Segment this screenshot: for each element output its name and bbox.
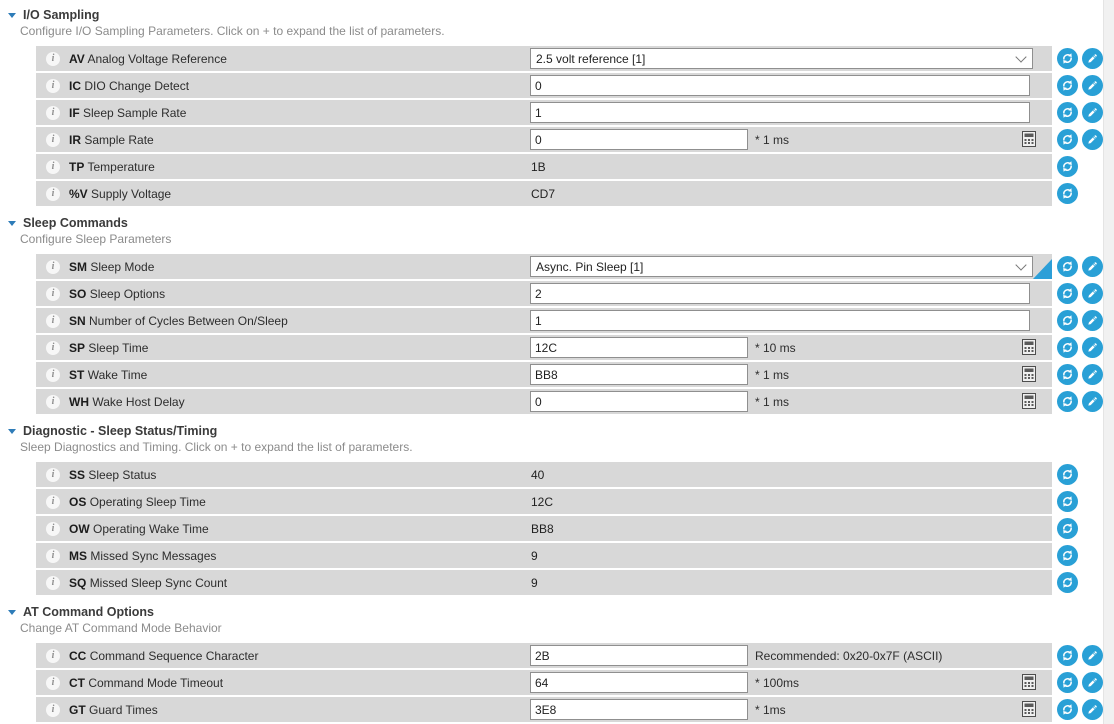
info-icon[interactable]: i xyxy=(46,495,60,509)
vertical-scrollbar[interactable] xyxy=(1103,0,1114,724)
param-field-zone xyxy=(530,281,1052,306)
param-code: SS xyxy=(69,467,86,482)
read-parameter-button[interactable] xyxy=(1057,491,1078,512)
value-input[interactable] xyxy=(530,672,748,693)
param-label: Number of Cycles Between On/Sleep xyxy=(89,313,288,328)
read-parameter-button[interactable] xyxy=(1057,129,1078,150)
param-field-zone xyxy=(530,73,1052,98)
param-label-zone xyxy=(69,133,527,147)
section-sleep-commands xyxy=(0,208,1114,414)
param-row-IR xyxy=(36,127,1052,152)
readonly-value: 9 xyxy=(531,548,538,563)
read-parameter-button[interactable] xyxy=(1057,310,1078,331)
read-parameter-button[interactable] xyxy=(1057,256,1078,277)
readonly-value: 1B xyxy=(531,159,546,174)
readonly-value: 9 xyxy=(531,575,538,590)
write-parameter-button[interactable] xyxy=(1082,337,1103,358)
param-label-zone xyxy=(69,549,527,563)
read-parameter-button[interactable] xyxy=(1057,75,1078,96)
section-header[interactable] xyxy=(0,423,1114,438)
param-field-zone xyxy=(530,46,1052,71)
read-parameter-button[interactable] xyxy=(1057,572,1078,593)
value-input[interactable] xyxy=(530,283,1030,304)
param-label: Wake Time xyxy=(87,367,148,382)
write-parameter-button[interactable] xyxy=(1082,310,1103,331)
param-label: Operating Wake Time xyxy=(93,521,209,536)
calculator-icon[interactable] xyxy=(1022,393,1036,409)
param-row-MS xyxy=(36,543,1052,568)
info-icon[interactable]: i xyxy=(46,106,60,120)
write-parameter-button[interactable] xyxy=(1082,391,1103,412)
param-label: Analog Voltage Reference xyxy=(87,51,227,66)
param-label: Missed Sleep Sync Count xyxy=(89,575,228,590)
unit-label: * 1 ms xyxy=(755,367,790,382)
parameter-rows xyxy=(36,643,1052,722)
param-label: Sleep Mode xyxy=(90,259,155,274)
param-row-CT xyxy=(36,670,1052,695)
param-label-zone xyxy=(69,703,527,717)
param-code: ST xyxy=(69,367,85,382)
hint-label: Recommended: 0x20-0x7F (ASCII) xyxy=(755,648,943,663)
param-field-zone xyxy=(530,697,1052,722)
info-icon[interactable]: i xyxy=(46,676,60,690)
param-row-IC xyxy=(36,73,1052,98)
param-label-zone xyxy=(69,576,527,590)
section-diagnostic-sleep-status-timing xyxy=(0,416,1114,595)
chevron-down-icon xyxy=(1015,51,1026,62)
unit-label: * 100ms xyxy=(755,675,800,690)
param-label-zone xyxy=(69,314,527,328)
param-label: DIO Change Detect xyxy=(84,78,190,93)
param-label: Command Sequence Character xyxy=(89,648,259,663)
param-label-zone xyxy=(69,106,527,120)
param-field-zone xyxy=(530,543,1052,568)
value-input[interactable] xyxy=(530,337,748,358)
param-label-zone xyxy=(69,79,527,93)
read-parameter-button[interactable] xyxy=(1057,391,1078,412)
param-field-zone xyxy=(530,181,1052,206)
unit-label: * 1 ms xyxy=(755,394,790,409)
info-icon[interactable]: i xyxy=(46,703,60,717)
read-parameter-button[interactable] xyxy=(1057,156,1078,177)
param-label: Guard Times xyxy=(89,702,158,717)
info-icon[interactable]: i xyxy=(46,287,60,301)
param-field-zone xyxy=(530,127,1052,152)
param-row-SM xyxy=(36,254,1052,279)
info-icon[interactable]: i xyxy=(46,368,60,382)
param-row-OS xyxy=(36,489,1052,514)
param-label-zone xyxy=(69,52,527,66)
write-parameter-button[interactable] xyxy=(1082,699,1103,720)
param-label: Supply Voltage xyxy=(91,186,172,201)
info-icon[interactable]: i xyxy=(46,260,60,274)
param-code: SN xyxy=(69,313,86,328)
param-code: OW xyxy=(69,521,90,536)
param-label-zone xyxy=(69,260,527,274)
param-label-zone xyxy=(69,395,527,409)
param-field-zone xyxy=(530,254,1052,279)
section-header[interactable] xyxy=(0,215,1114,230)
section-description: Change AT Command Mode Behavior xyxy=(20,621,222,635)
section-i-o-sampling xyxy=(0,0,1114,206)
param-row-WH xyxy=(36,389,1052,414)
param-row-SQ xyxy=(36,570,1052,595)
param-row-OW xyxy=(36,516,1052,541)
param-code: IR xyxy=(69,132,81,147)
param-label-zone xyxy=(69,287,527,301)
info-icon[interactable]: i xyxy=(46,649,60,663)
value-input[interactable] xyxy=(530,75,1030,96)
parameter-rows xyxy=(36,46,1052,206)
calculator-icon[interactable] xyxy=(1022,674,1036,690)
value-input[interactable] xyxy=(530,699,748,720)
value-input[interactable] xyxy=(530,310,1030,331)
param-code: IC xyxy=(69,78,81,93)
chevron-down-icon xyxy=(1015,259,1026,270)
param-row-ST xyxy=(36,362,1052,387)
write-parameter-button[interactable] xyxy=(1082,129,1103,150)
write-parameter-button[interactable] xyxy=(1082,102,1103,123)
info-icon[interactable]: i xyxy=(46,160,60,174)
parameter-rows xyxy=(36,462,1052,595)
param-row-SN xyxy=(36,308,1052,333)
read-parameter-button[interactable] xyxy=(1057,464,1078,485)
read-parameter-button[interactable] xyxy=(1057,672,1078,693)
param-label: Sleep Time xyxy=(88,340,149,355)
param-field-zone xyxy=(530,154,1052,179)
param-label: Wake Host Delay xyxy=(92,394,185,409)
write-parameter-button[interactable] xyxy=(1082,75,1103,96)
value-input[interactable] xyxy=(530,364,748,385)
param-field-zone xyxy=(530,308,1052,333)
param-row-TP xyxy=(36,154,1052,179)
info-icon[interactable]: i xyxy=(46,395,60,409)
param-row-AV xyxy=(36,46,1052,71)
info-icon[interactable]: i xyxy=(46,79,60,93)
param-field-zone xyxy=(530,643,1052,668)
info-icon[interactable]: i xyxy=(46,522,60,536)
read-parameter-button[interactable] xyxy=(1057,337,1078,358)
param-label: Sample Rate xyxy=(84,132,154,147)
param-code: SP xyxy=(69,340,86,355)
param-field-zone xyxy=(530,489,1052,514)
param-label-zone xyxy=(69,468,527,482)
param-code: TP xyxy=(69,159,85,174)
param-field-zone xyxy=(530,100,1052,125)
param-field-zone xyxy=(530,570,1052,595)
value-input[interactable] xyxy=(530,645,748,666)
collapse-triangle-icon[interactable] xyxy=(8,13,16,18)
param-label-zone xyxy=(69,368,527,382)
value-input[interactable] xyxy=(530,129,748,150)
param-label-zone xyxy=(69,649,527,663)
info-icon[interactable]: i xyxy=(46,314,60,328)
param-label: Temperature xyxy=(87,159,155,174)
param-label: Sleep Sample Rate xyxy=(83,105,187,120)
dropdown-value: Async. Pin Sleep [1] xyxy=(536,259,644,274)
info-icon[interactable]: i xyxy=(46,133,60,147)
param-label-zone xyxy=(69,187,527,201)
param-row-CC xyxy=(36,643,1052,668)
param-code: MS xyxy=(69,548,87,563)
collapse-triangle-icon[interactable] xyxy=(8,429,16,434)
param-row-IF xyxy=(36,100,1052,125)
param-field-zone xyxy=(530,335,1052,360)
param-label: Sleep Status xyxy=(88,467,157,482)
unit-label: * 10 ms xyxy=(755,340,796,355)
value-input[interactable] xyxy=(530,102,1030,123)
param-code: AV xyxy=(69,51,85,66)
readonly-value: 40 xyxy=(531,467,545,482)
param-field-zone xyxy=(530,462,1052,487)
param-label-zone xyxy=(69,495,527,509)
param-label: Command Mode Timeout xyxy=(88,675,224,690)
param-code: CT xyxy=(69,675,85,690)
section-title: Diagnostic - Sleep Status/Timing xyxy=(23,423,218,438)
info-icon[interactable]: i xyxy=(46,52,60,66)
calculator-icon[interactable] xyxy=(1022,366,1036,382)
section-title: AT Command Options xyxy=(23,604,155,619)
param-code: OS xyxy=(69,494,87,509)
changed-marker xyxy=(1033,259,1052,279)
info-icon[interactable]: i xyxy=(46,576,60,590)
section-description: Configure Sleep Parameters xyxy=(20,232,172,246)
write-parameter-button[interactable] xyxy=(1082,256,1103,277)
param-code: WH xyxy=(69,394,89,409)
section-title: Sleep Commands xyxy=(23,215,128,230)
param-label-zone xyxy=(69,341,527,355)
read-parameter-button[interactable] xyxy=(1057,283,1078,304)
param-code: SM xyxy=(69,259,87,274)
unit-label: * 1ms xyxy=(755,702,786,717)
info-icon[interactable]: i xyxy=(46,187,60,201)
section-description: Sleep Diagnostics and Timing. Click on + to expand the list of parameters. xyxy=(20,440,413,454)
param-row-SO xyxy=(36,281,1052,306)
param-label-zone xyxy=(69,676,527,690)
unit-label: * 1 ms xyxy=(755,132,790,147)
dropdown-select[interactable] xyxy=(530,48,1033,69)
section-title: I/O Sampling xyxy=(23,7,100,22)
param-code: GT xyxy=(69,702,86,717)
value-input[interactable] xyxy=(530,391,748,412)
param-field-zone xyxy=(530,362,1052,387)
read-parameter-button[interactable] xyxy=(1057,102,1078,123)
calculator-icon[interactable] xyxy=(1022,701,1036,717)
calculator-icon[interactable] xyxy=(1022,131,1036,147)
write-parameter-button[interactable] xyxy=(1082,645,1103,666)
param-code: CC xyxy=(69,648,87,663)
info-icon[interactable]: i xyxy=(46,468,60,482)
param-field-zone xyxy=(530,516,1052,541)
param-code: SQ xyxy=(69,575,87,590)
read-parameter-button[interactable] xyxy=(1057,545,1078,566)
parameter-rows xyxy=(36,254,1052,414)
info-icon[interactable]: i xyxy=(46,549,60,563)
param-label: Sleep Options xyxy=(89,286,166,301)
param-row-pctV xyxy=(36,181,1052,206)
param-field-zone xyxy=(530,389,1052,414)
section-header[interactable] xyxy=(0,604,1114,619)
collapse-triangle-icon[interactable] xyxy=(8,610,16,615)
read-parameter-button[interactable] xyxy=(1057,645,1078,666)
read-parameter-button[interactable] xyxy=(1057,183,1078,204)
write-parameter-button[interactable] xyxy=(1082,48,1103,69)
readonly-value: BB8 xyxy=(531,521,554,536)
section-header[interactable] xyxy=(0,7,1114,22)
param-label: Operating Sleep Time xyxy=(89,494,206,509)
write-parameter-button[interactable] xyxy=(1082,364,1103,385)
write-parameter-button[interactable] xyxy=(1082,283,1103,304)
dropdown-value: 2.5 volt reference [1] xyxy=(536,51,646,66)
calculator-icon[interactable] xyxy=(1022,339,1036,355)
param-row-GT xyxy=(36,697,1052,722)
readonly-value: 12C xyxy=(531,494,554,509)
read-parameter-button[interactable] xyxy=(1057,364,1078,385)
param-field-zone xyxy=(530,670,1052,695)
read-parameter-button[interactable] xyxy=(1057,48,1078,69)
write-parameter-button[interactable] xyxy=(1082,672,1103,693)
readonly-value: CD7 xyxy=(531,186,556,201)
param-code: SO xyxy=(69,286,87,301)
section-description: Configure I/O Sampling Parameters. Click on + to expand the list of parameters. xyxy=(20,24,445,38)
read-parameter-button[interactable] xyxy=(1057,518,1078,539)
param-row-SS xyxy=(36,462,1052,487)
param-label-zone xyxy=(69,522,527,536)
section-at-command-options xyxy=(0,597,1114,722)
param-label: Missed Sync Messages xyxy=(90,548,217,563)
param-code: %V xyxy=(69,186,88,201)
info-icon[interactable]: i xyxy=(46,341,60,355)
param-row-SP xyxy=(36,335,1052,360)
collapse-triangle-icon[interactable] xyxy=(8,221,16,226)
param-label-zone xyxy=(69,160,527,174)
param-code: IF xyxy=(69,105,80,120)
dropdown-select[interactable] xyxy=(530,256,1033,277)
read-parameter-button[interactable] xyxy=(1057,699,1078,720)
